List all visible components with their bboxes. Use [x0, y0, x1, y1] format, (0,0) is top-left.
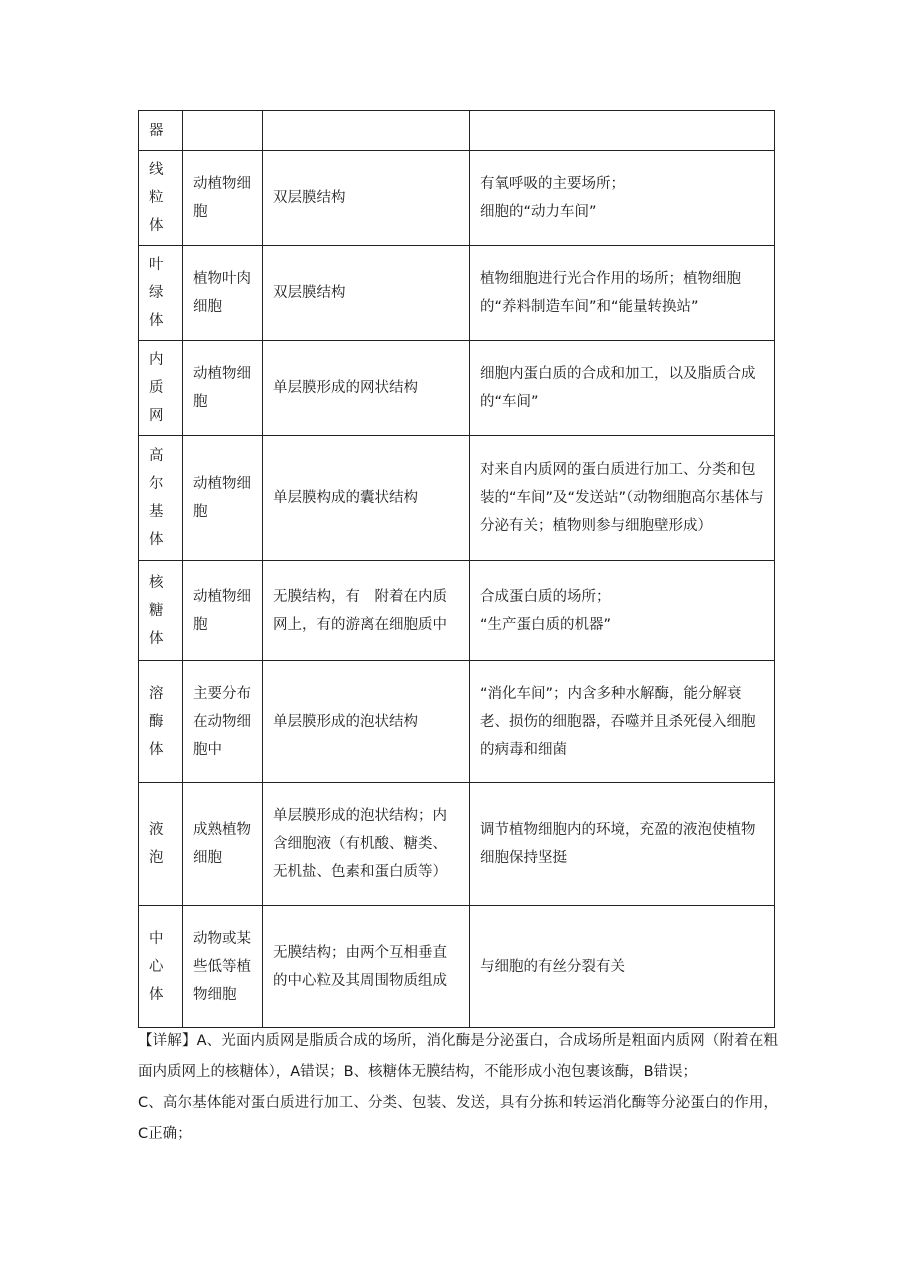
function-cell: 对来自内质网的蛋白质进行加工、分类和包装的“车间”及“发送站”（动物细胞高尔基体与分泌有关；植物则参与细胞壁形成）	[470, 436, 775, 561]
organelle-name-cell	[139, 561, 183, 661]
organelle-name-cell	[139, 111, 183, 151]
organelle-name-cell	[139, 341, 183, 436]
organelle-name: 溶酶体	[149, 685, 164, 758]
organelle-name-cell	[139, 783, 183, 906]
structure-cell: 无膜结构；由两个互相垂直的中心粒及其周围物质组成	[263, 906, 470, 1028]
location-cell: 动植物细胞	[183, 341, 263, 436]
explanation-paragraph: C、高尔基体能对蛋白质进行加工、分类、包装、发送，具有分拣和转运消化酶等分泌蛋白的作用，C正确；	[138, 1095, 778, 1142]
organelle-name: 器	[149, 122, 164, 139]
organelle-name: 内质网	[149, 352, 164, 424]
location-cell: 植物叶肉细胞	[183, 246, 263, 341]
table-row	[139, 341, 775, 436]
function-cell: 植物细胞进行光合作用的场所；植物细胞的“养料制造车间”和“能量转换站”	[470, 246, 775, 341]
table-row	[139, 436, 775, 561]
structure-cell: 双层膜结构	[263, 246, 470, 341]
structure-cell: 单层膜构成的囊状结构	[263, 436, 470, 561]
table-row	[139, 906, 775, 1028]
organelle-name-cell	[139, 436, 183, 561]
structure-cell: 单层膜形成的泡状结构；内含细胞液（有机酸、糖类、无机盐、色素和蛋白质等）	[263, 783, 470, 906]
table-row	[139, 246, 775, 341]
function-cell: 细胞内蛋白质的合成和加工，以及脂质合成的“车间”	[470, 341, 775, 436]
organelle-name: 高尔基体	[149, 448, 164, 548]
structure-cell: 双层膜结构	[263, 151, 470, 246]
structure-cell: 单层膜形成的网状结构	[263, 341, 470, 436]
organelle-name: 中心体	[149, 930, 164, 1003]
organelle-name: 叶绿体	[149, 257, 164, 329]
organelle-name-cell	[139, 246, 183, 341]
function-cell: 合成蛋白质的场所； “生产蛋白质的机器”	[470, 561, 775, 661]
organelle-name-cell	[139, 906, 183, 1028]
function-cell: 与细胞的有丝分裂有关	[470, 906, 775, 1028]
organelle-name: 线粒体	[149, 162, 164, 234]
location-cell: 动物或某些低等植物细胞	[183, 906, 263, 1028]
location-cell	[183, 111, 263, 151]
table-row	[139, 111, 775, 151]
organelle-name-cell	[139, 661, 183, 783]
table-row	[139, 783, 775, 906]
location-cell: 动植物细胞	[183, 436, 263, 561]
explanation-paragraph: 【详解】A、光面内质网是脂质合成的场所，消化酶是分泌蛋白，合成场所是粗面内质网（附着在粗面内质网上的核糖体），A错误；B、核糖体无膜结构，不能形成小泡包裹该酶，B错误；	[138, 1033, 778, 1080]
organelle-name-cell	[139, 151, 183, 246]
organelle-name: 液泡	[149, 822, 164, 866]
table-row	[139, 661, 775, 783]
location-cell: 成熟植物细胞	[183, 783, 263, 906]
organelle-name: 核糖体	[149, 574, 164, 647]
function-cell: 调节植物细胞内的环境，充盈的液泡使植物细胞保持坚挺	[470, 783, 775, 906]
structure-cell: 单层膜形成的泡状结构	[263, 661, 470, 783]
table-row	[139, 561, 775, 661]
location-cell: 动植物细胞	[183, 561, 263, 661]
function-cell: 有氧呼吸的主要场所； 细胞的“动力车间”	[470, 151, 775, 246]
organelle-table	[138, 110, 775, 1028]
explanation-block	[138, 1026, 778, 1150]
function-cell: “消化车间”；内含多种水解酶，能分解衰老、损伤的细胞器，吞噬并且杀死侵入细胞的病毒和细菌	[470, 661, 775, 783]
table-row	[139, 151, 775, 246]
location-cell: 主要分布在动物细胞中	[183, 661, 263, 783]
function-cell	[470, 111, 775, 151]
organelle-table-body	[139, 111, 775, 1028]
location-cell: 动植物细胞	[183, 151, 263, 246]
structure-cell	[263, 111, 470, 151]
structure-cell: 无膜结构，有 附着在内质网上，有的游离在细胞质中	[263, 561, 470, 661]
